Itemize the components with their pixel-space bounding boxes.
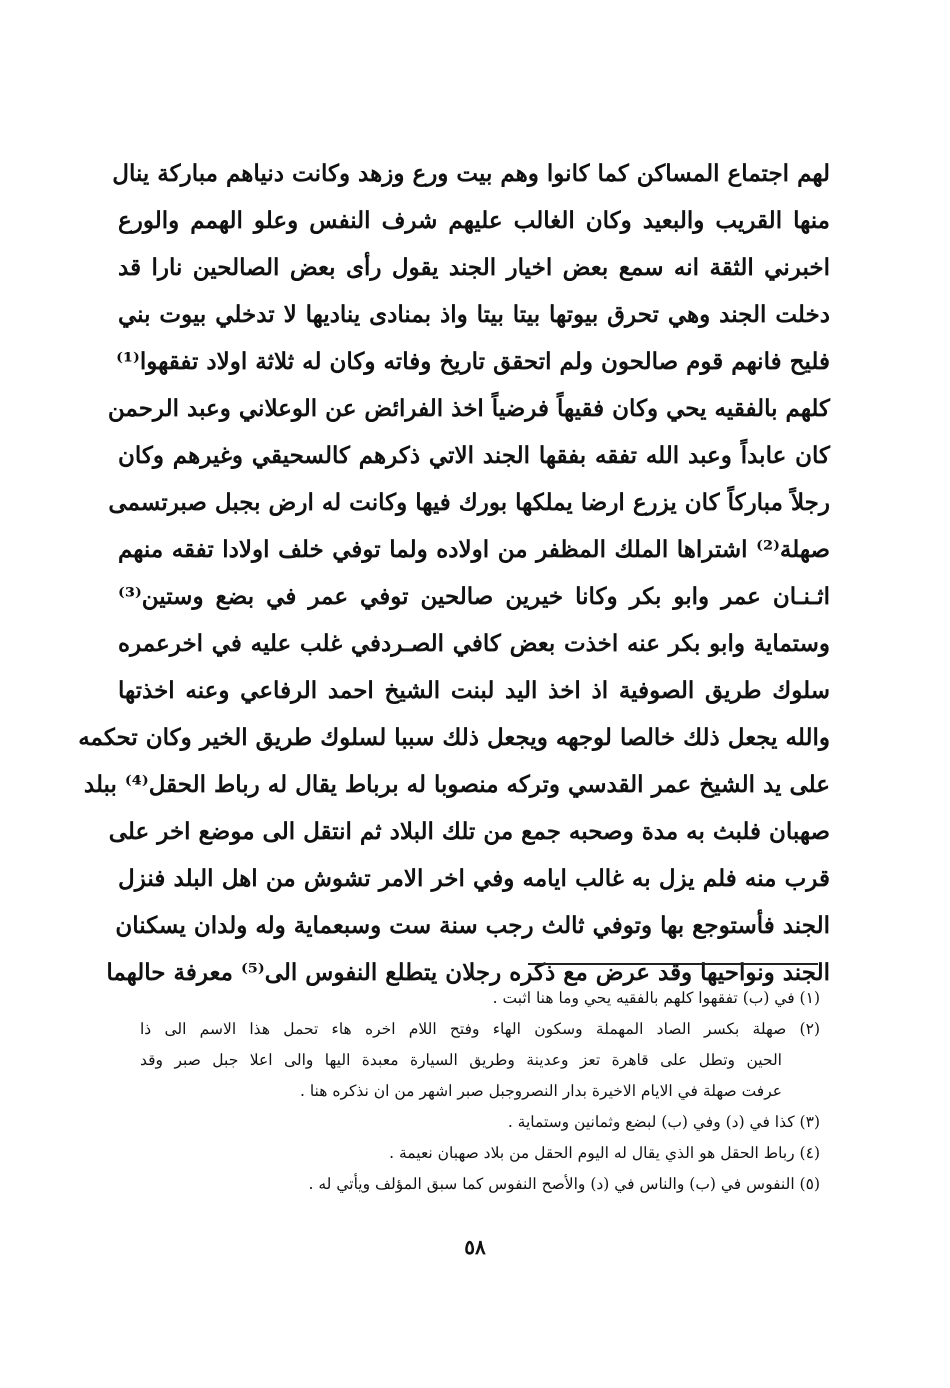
body-line: سلوك طريق الصوفية اذ اخذ اليد لبنت الشيخ احمد الرفاعي وعنه اخذتها	[118, 677, 830, 704]
body-line: كلهم بالفقيه يحي وكان فقيهاً فرضياً اخذ الفرائض عن الوعلاني وعبد الرحمن	[107, 395, 830, 422]
body-line: وستماية وابو بكر عنه اخذت بعض كافي الصـردفي غلب عليه في اخرعمره	[118, 630, 830, 657]
main-text-block	[78, 150, 830, 996]
body-line: اخبرني الثقة انه سمع بعض اخيار الجند يقول رأى بعض الصالحين نارا قد	[118, 254, 830, 281]
footnotes-block	[140, 983, 820, 1200]
body-line: والله يجعل ذلك خالصا لوجهه ويجعل ذلك سببا لسلوك طريق الخير وكان تحكمه	[78, 724, 830, 751]
body-line: الجند ونواحيها وقد عرض مع ذكره رجلان يتطلع النفوس الى⁽⁵⁾ معرفة حالهما	[106, 959, 830, 986]
body-line: على يد الشيخ عمر القدسي وتركه منصوبا له برباط يقال له رباط الحقل⁽⁴⁾ ببلد	[83, 771, 830, 798]
body-line: دخلت الجند وهي تحرق بيوتها بيتا بيتا واذ بمنادى يناديها لا تدخلي بيوت بني	[118, 301, 830, 328]
footnote-5: (٥) النفوس في (ب) والناس في (د) والأصح النفوس كما سبق المؤلف ويأتي له .	[308, 1175, 820, 1193]
body-line: الجند فأستوجع بها وتوفي ثالث رجب سنة ست وسبعماية وله ولدان يسكنان	[115, 912, 830, 939]
footnote-separator	[528, 963, 818, 965]
body-line: قرب منه فلم يزل به غالب ايامه وفي اخر الامر تشوش من اهل البلد فنزل	[118, 865, 830, 892]
body-line: اثـنـان عمر وابو بكر وكانا خيرين صالحين توفي عمر في بضع وستين⁽³⁾	[118, 583, 830, 610]
body-line: كان عابداً وعبد الله تفقه بفقها الجند الاتي ذكرهم كالسحيقي وغيرهم وكان	[118, 442, 830, 469]
body-line: فليح فانهم قوم صالحون ولم اتحقق تاريخ وفاته وكان له ثلاثة اولاد تفقهوا⁽¹⁾	[116, 348, 830, 375]
footnote-2-continuation: عرفت صهلة في الايام الاخيرة بدار النصروجبل صبر اشهر من ان نذكره هنا .	[299, 1082, 782, 1100]
footnote-4: (٤) رباط الحقل هو الذي يقال له اليوم الحقل من بلاد صهبان نعيمة .	[389, 1144, 820, 1162]
body-line: صهبان فلبث به مدة وصحبه جمع من تلك البلاد ثم انتقل الى موضع اخر على	[108, 818, 830, 845]
body-line: منها القريب والبعيد وكان الغالب عليهم شرف النفس وعلو الهمم والورع	[118, 207, 830, 234]
body-line: صهلة⁽²⁾ اشتراها الملك المظفر من اولاده ولما توفي خلف اولادا تفقه منهم	[118, 536, 830, 563]
body-line: رجلاً مباركاً كان يزرع ارضا يملكها بورك فيها وكانت له ارض بجبل صبرتسمى	[108, 489, 830, 516]
footnote-1: (١) في (ب) تفقهوا كلهم بالفقيه يحي وما هنا اثبت .	[492, 989, 820, 1007]
page-number: ٥٨	[464, 1235, 486, 1259]
footnote-3: (٣) كذا في (د) وفي (ب) لبضع وثمانين وستماية .	[507, 1113, 820, 1131]
footnote-2-continuation: الحين وتطل على قاهرة تعز وعدينة وطريق السيارة معبدة اليها والى اعلا جبل صبر وقد	[140, 1051, 782, 1069]
footnote-2: (٢) صهلة بكسر الصاد المهملة وسكون الهاء وفتح اللام اخره هاء تحمل هذا الاسم الى ذا	[140, 1020, 820, 1038]
body-line: لهم اجتماع المساكن كما كانوا وهم بيت ورع وزهد وكانت دنياهم مباركة ينال	[112, 160, 830, 187]
